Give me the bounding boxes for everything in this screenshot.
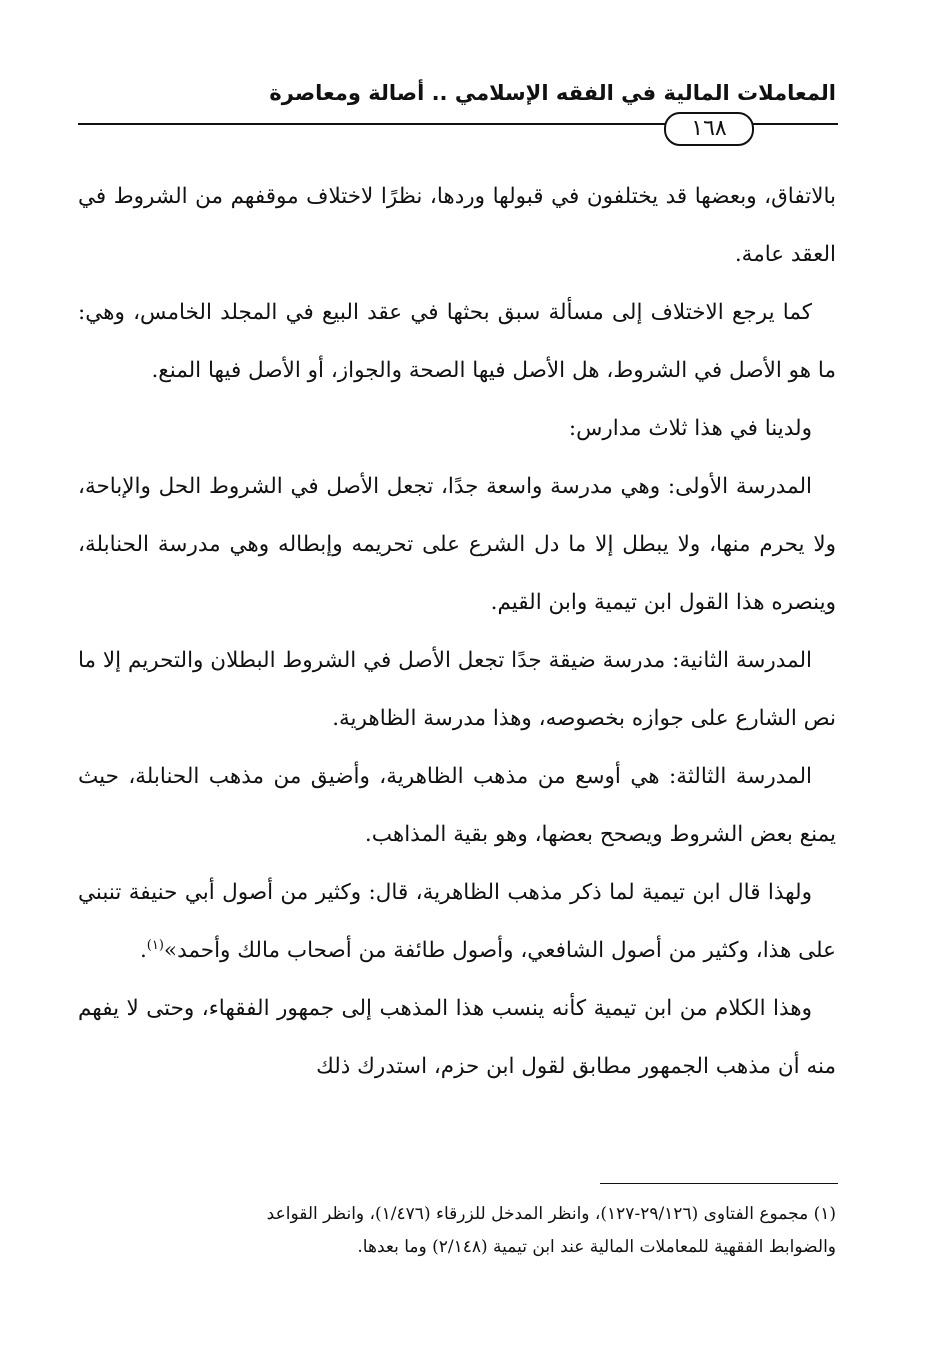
paragraph-8: وهذا الكلام من ابن تيمية كأنه ينسب هذا المذهب إلى جمهور الفقهاء، وحتى لا يفهم منه أن مذهب الجمهور مطابق لقول ابن حزم، استدرك ذلك	[78, 996, 836, 1079]
paragraph-7	[78, 864, 836, 980]
footnote-rule	[600, 1183, 838, 1184]
footnote-reference: (١)	[146, 937, 164, 953]
paragraph-2: كما يرجع الاختلاف إلى مسألة سبق بحثها في عقد البيع في المجلد الخامس، وهي: ما هو الأصل في الشروط، هل الأصل فيها الصحة والجواز، أو الأصل فيها المنع.	[78, 300, 836, 383]
page-number: ١٦٨	[664, 112, 754, 146]
paragraph-3: ولدينا في هذا ثلاث مدارس:	[568, 416, 812, 441]
body-text	[78, 168, 836, 1096]
footnote-line-2: والضوابط الفقهية للمعاملات المالية عند ابن تيمية (٢/١٤٨) وما بعدها.	[357, 1237, 836, 1257]
running-header: المعاملات المالية في الفقه الإسلامي .. أصالة ومعاصرة	[269, 81, 836, 105]
paragraph-7-end: .	[139, 938, 147, 963]
paragraph-7-text: ولهذا قال ابن تيمية لما ذكر مذهب الظاهرية، قال: وكثير من أصول أبي حنيفة تنبني على هذا، وكثير من أصول الشافعي، وأصول طائفة من أصحاب مالك وأحمد»	[78, 880, 836, 963]
footnotes	[78, 1198, 836, 1264]
paragraph-5: المدرسة الثانية: مدرسة ضيقة جدًا تجعل الأصل في الشروط البطلان والتحريم إلا ما نص الشارع على جوازه بخصوصه، وهذا مدرسة الظاهرية.	[78, 648, 836, 731]
paragraph-6: المدرسة الثالثة: هي أوسع من مذهب الظاهرية، وأضيق من مذهب الحنابلة، حيث يمنع بعض الشروط ويصحح بعضها، وهو بقية المذاهب.	[78, 764, 836, 847]
paragraph-1: بالاتفاق، وبعضها قد يختلفون في قبولها وردها، نظرًا لاختلاف موقفهم من الشروط في العقد عامة.	[78, 184, 836, 267]
footnote-line-1: (١) مجموع الفتاوى (٢٩/١٢٦-١٢٧)، وانظر المدخل للزرقاء (١/٤٧٦)، وانظر القواعد	[266, 1204, 836, 1224]
paragraph-4: المدرسة الأولى: وهي مدرسة واسعة جدًا، تجعل الأصل في الشروط الحل والإباحة، ولا يحرم منها، ولا يبطل إلا ما دل الشرع على تحريمه وإبطاله وهي مدرسة الحنابلة، وينصره هذا القول ابن تيمية وابن القيم.	[78, 474, 836, 615]
